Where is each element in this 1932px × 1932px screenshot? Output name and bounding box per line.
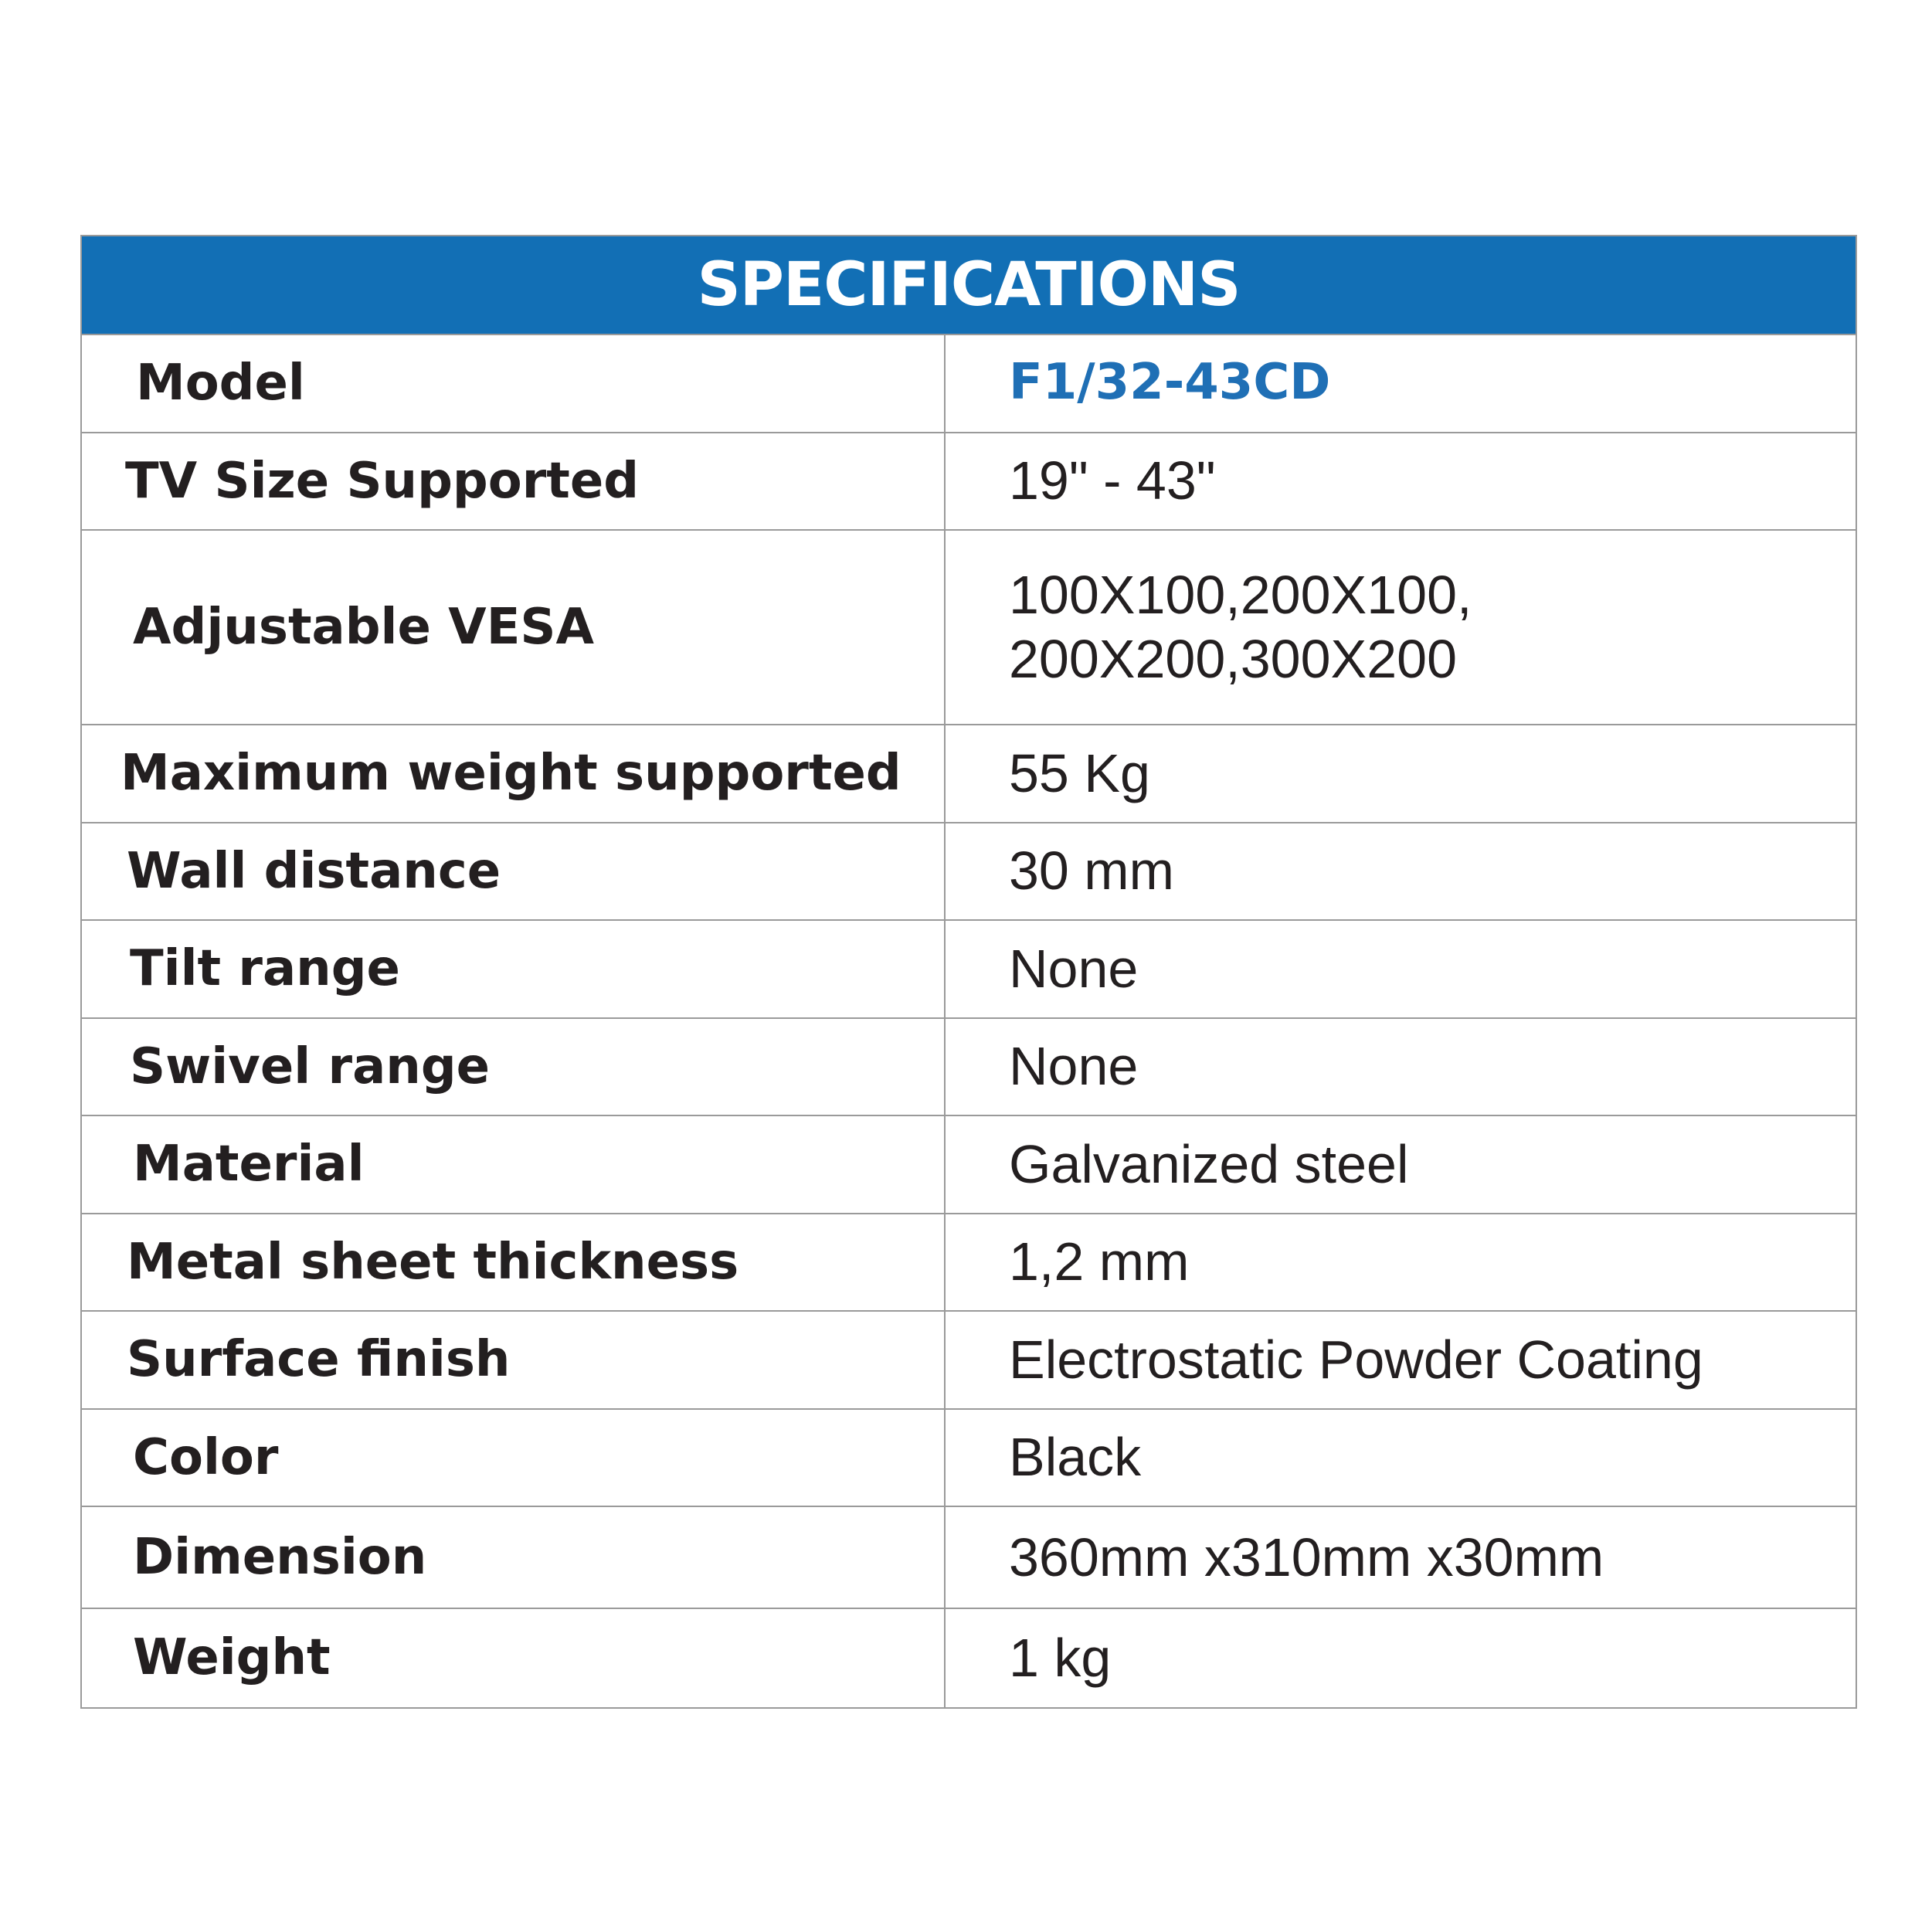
spec-value-color: Black [1009,1427,1142,1488]
spec-value-dimension: 360mm x310mm x30mm [1009,1526,1604,1587]
table-row [82,823,1856,922]
table-row [82,921,1856,1019]
specifications-table [80,235,1857,1709]
vesa-line-1: 100X100,200X100, [1009,565,1472,626]
vesa-values [1009,563,1472,691]
spec-label-max-weight: Maximum weight supported [82,725,946,822]
spec-label-vesa: Adjustable VESA [82,531,946,724]
spec-value-max-weight: 55 Kg [1009,742,1150,803]
spec-label-color: Color [82,1410,946,1506]
spec-label-swivel-range: Swivel range [82,1019,946,1115]
spec-label-wall-distance: Wall distance [82,823,946,920]
table-row [82,1410,1856,1508]
spec-label-material: Material [82,1116,946,1213]
table-row [82,1019,1856,1117]
spec-value-wall-distance: 30 mm [1009,840,1174,901]
spec-value-surface-finish: Electrostatic Powder Coating [1009,1329,1703,1390]
spec-label-weight: Weight [82,1609,946,1707]
specifications-header: SPECIFICATIONS [82,236,1856,335]
spec-value-tilt-range: None [1009,938,1139,999]
table-row [82,1312,1856,1410]
table-row [82,1507,1856,1609]
table-row [82,1609,1856,1707]
table-row [82,1214,1856,1312]
spec-label-dimension: Dimension [82,1507,946,1608]
spec-value-metal-thickness: 1,2 mm [1009,1231,1190,1292]
spec-label-tilt-range: Tilt range [82,921,946,1017]
spec-value-swivel-range: None [1009,1036,1139,1097]
spec-label-tv-size: TV Size Supported [82,433,946,530]
vesa-line-2: 200X200,300X200 [1009,629,1457,689]
spec-value-vesa [946,531,1856,724]
table-row [82,1116,1856,1214]
table-row [82,433,1856,531]
table-row [82,725,1856,823]
spec-value-material: Galvanized steel [1009,1133,1409,1194]
table-row [82,531,1856,725]
spec-value-tv-size: 19" - 43" [1009,450,1216,511]
spec-value-model: F1/32-43CD [1009,354,1331,412]
spec-value-weight: 1 kg [1009,1627,1112,1688]
spec-label-metal-thickness: Metal sheet thickness [82,1214,946,1311]
spec-label-surface-finish: Surface finish [82,1312,946,1408]
spec-label-model: Model [82,335,946,432]
table-row [82,335,1856,433]
